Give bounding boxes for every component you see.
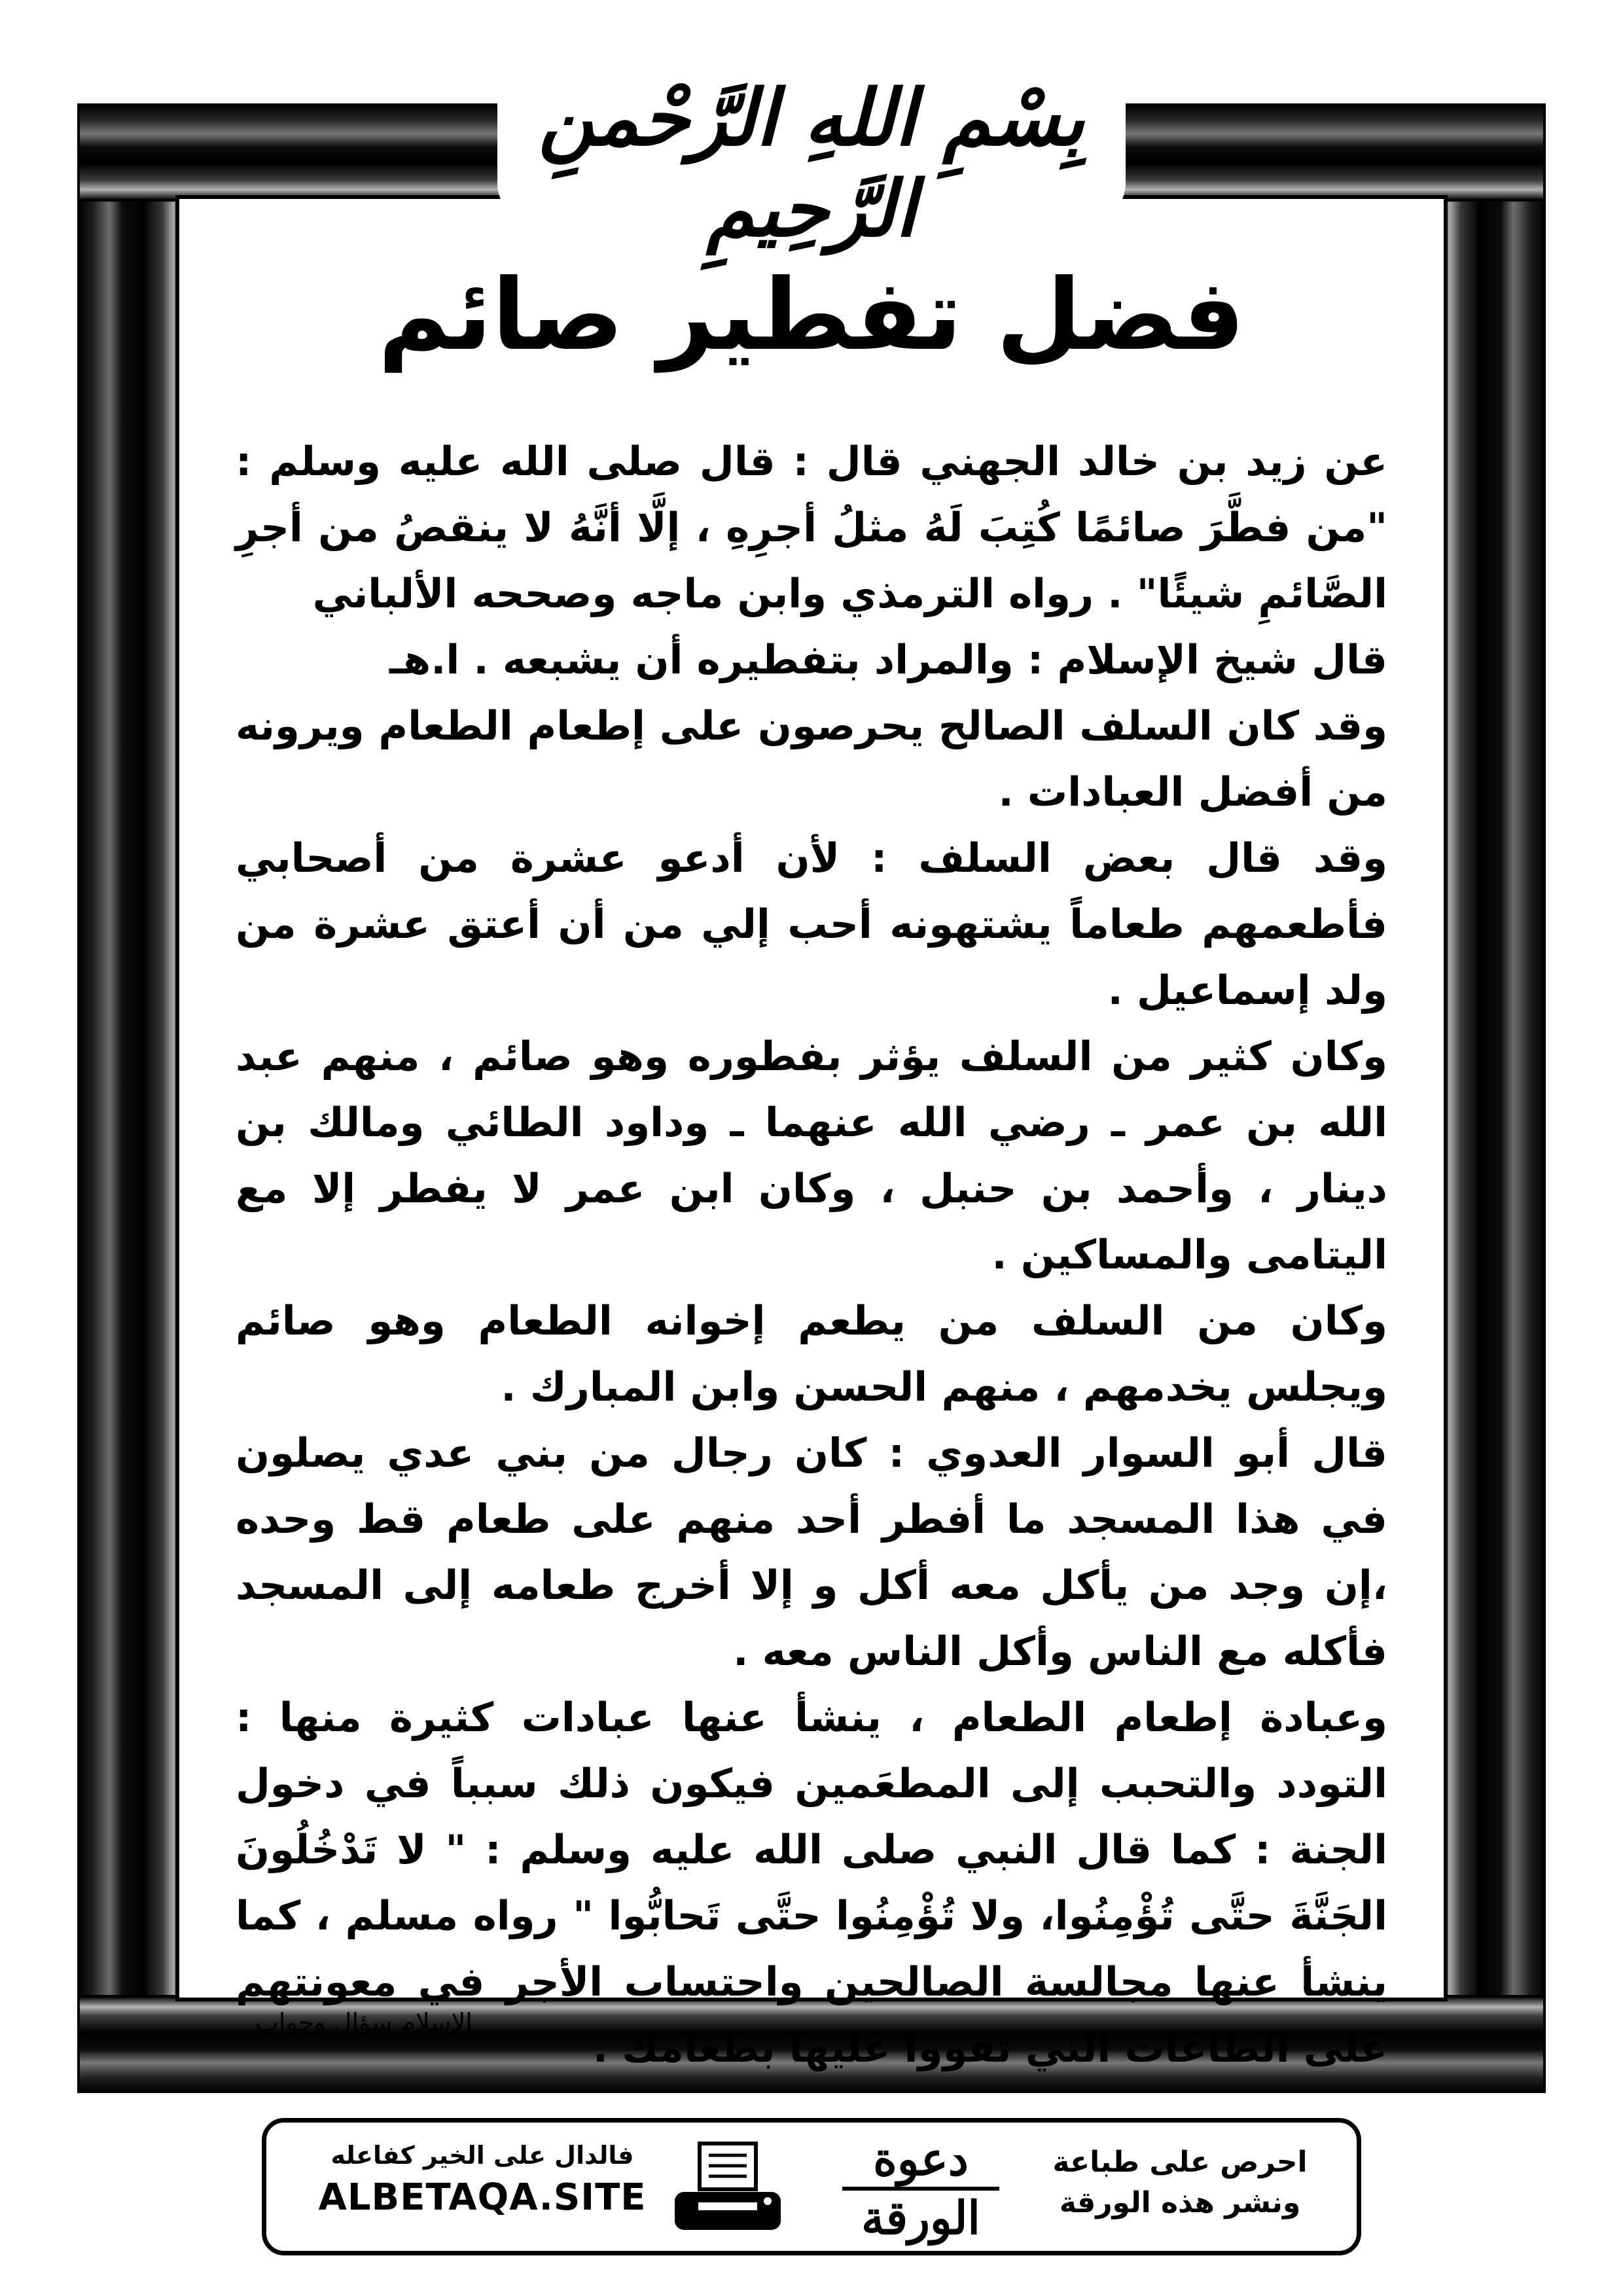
article-body (236, 429, 1387, 2081)
source-credit: الإسلام سؤال وجواب (255, 2008, 473, 2037)
paragraph: وعبادة إطعام الطعام ، ينشأ عنها عبادات كثيرة منها : التودد والتحبب إلى المطعَمين فيكون ذلك سبباً في دخول الجنة : كما قال النبي صلى الله عليه وسلم : " لا تَدْخُلُونَ الجَنَّةَ حتَّى تُؤْمِنُوا، ولا تُؤْمِنُوا حتَّى تَحابُّوا " رواه مسلم ، كما ينشأ عنها مجالسة الصالحين واحتساب الأجر في معونتهم على الطاعات التي تقووا عليها بطعامك . (236, 1695, 1387, 2072)
frame-left-bar (77, 103, 188, 2093)
basmala-plaque (497, 46, 1126, 254)
paragraph: قال أبو السوار العدوي : كان رجال من بني عدي يصلون في هذا المسجد ما أفطر أحد منهم على طعام قط وحده ،إن وجد من يأكل معه أكل و إلا أخرج طعامه إلى المسجد فأكله مع الناس وأكل الناس معه . (236, 1430, 1387, 1675)
logo-bottom-text: الورقة (861, 2191, 980, 2245)
footer-tagline: فالدال على الخير كفاعله (330, 2141, 634, 2170)
printer-icon (672, 2141, 783, 2239)
paragraph: وقد قال بعض السلف : لأن أدعو عشرة من أصحابي فأطعمهم طعاماً يشتهونه أحب إلي من أن أعتق عشرة من ولد إسماعيل . (236, 835, 1387, 1014)
paragraph: وكان من السلف من يطعم إخوانه الطعام وهو صائم ويجلس يخدمهم ، منهم الحسن وابن المبارك . (236, 1298, 1387, 1410)
footer-website (299, 2141, 666, 2219)
page-title: فضل تفطير صائم (378, 259, 1245, 372)
paragraph: قال شيخ الإسلام : والمراد بتفطيره أن يشبعه . ا.هـ (389, 637, 1387, 683)
logo-top-text: دعوة (842, 2132, 999, 2191)
paragraph: عن زيد بن خالد الجهني قال : قال صلى الله عليه وسلم : "من فطَّرَ صائمًا كُتِبَ لَهُ مثلُ أجرِهِ ، إلَّا أنَّهُ لا ينقصُ من أجرِ الصَّائمِ شيئًا" . رواه الترمذي وابن ماجه وصححه الألباني (236, 439, 1387, 617)
paragraph: وكان كثير من السلف يؤثر بفطوره وهو صائم ، منهم عبد الله بن عمر ـ رضي الله عنهما ـ وداود الطائي ومالك بن دينار ، وأحمد بن حنبل ، وكان ابن عمر لا يفطر إلا مع اليتامى والمساكين . (236, 1033, 1387, 1278)
basmala-text: بِسْمِ اللهِ الرَّحْمنِ الرَّحِيمِ (538, 72, 1085, 254)
footer-box (262, 2118, 1361, 2255)
website-link[interactable]: ALBETAQA.SITE (318, 2176, 647, 2219)
dawa-logo (842, 2132, 999, 2250)
print-notice (1036, 2142, 1324, 2223)
print-notice-line1: احرص على طباعة (1052, 2145, 1308, 2179)
paragraph: وقد كان السلف الصالح يحرصون على إطعام الطعام ويرونه من أفضل العبادات . (236, 703, 1387, 816)
frame-right-bar (1435, 103, 1546, 2093)
print-notice-line2: ونشر هذه الورقة (1059, 2186, 1301, 2219)
